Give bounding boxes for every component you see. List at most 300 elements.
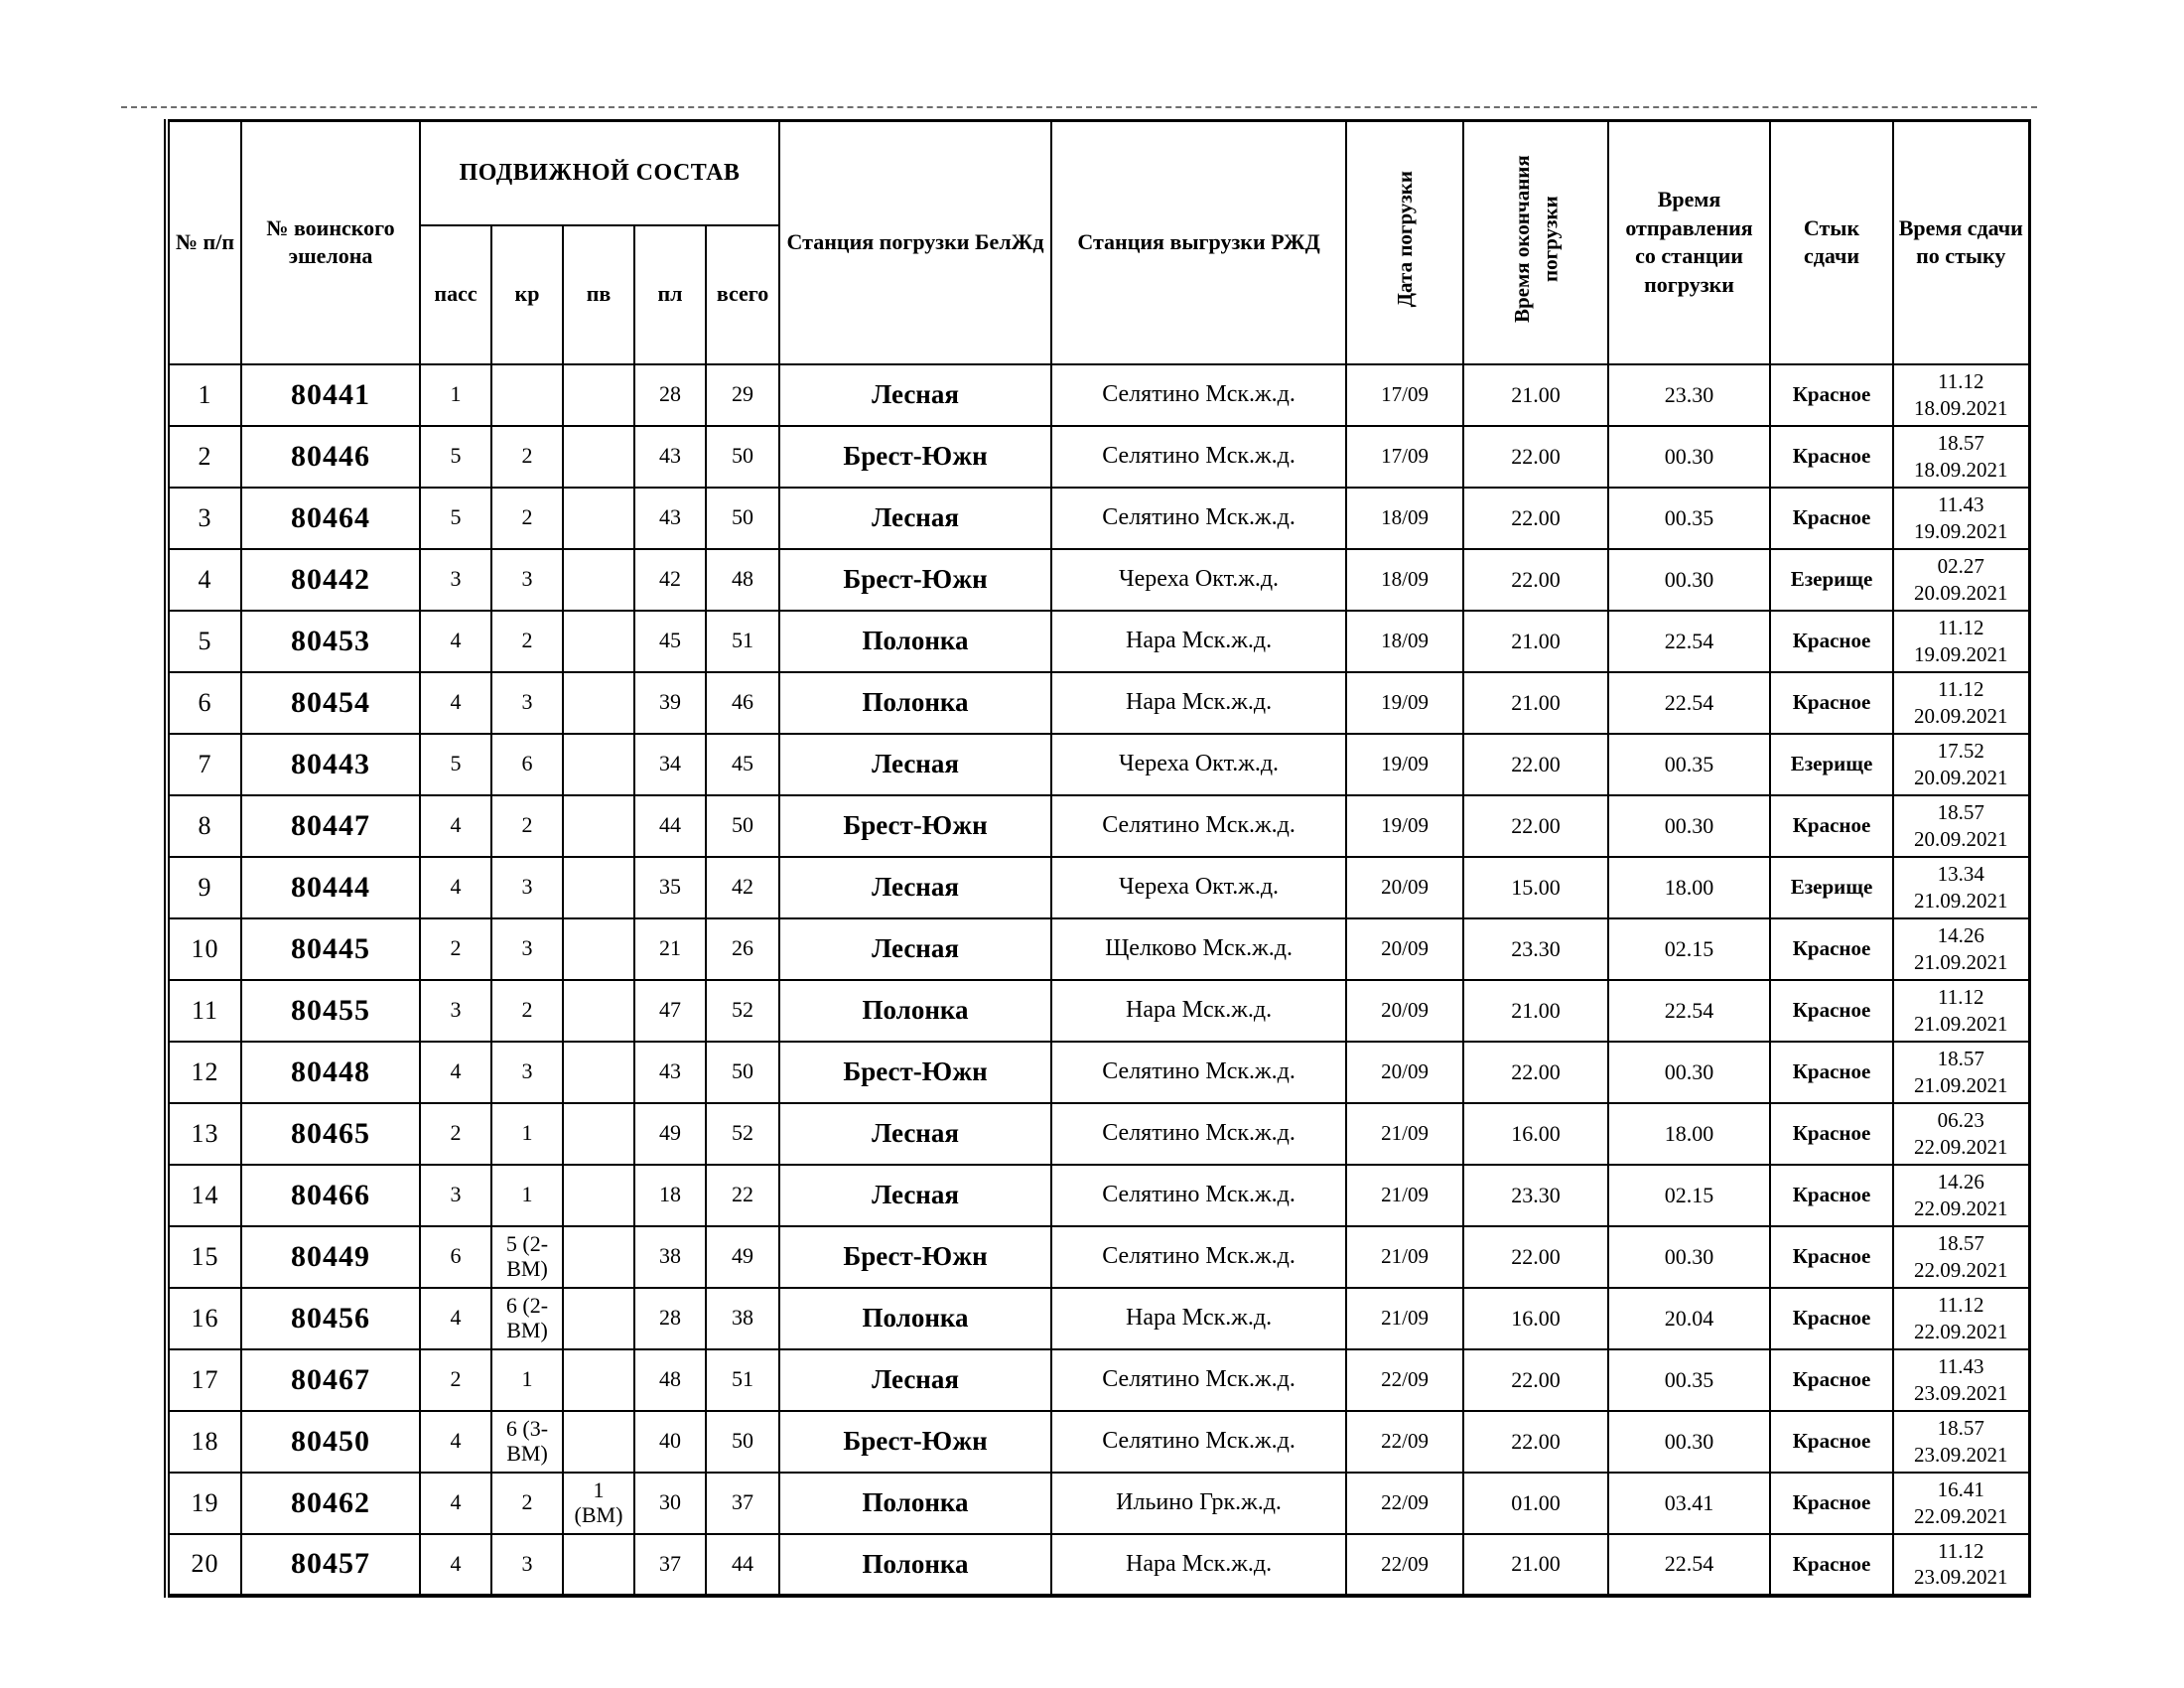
cell-handover (1893, 1103, 2029, 1165)
cell-total: 49 (706, 1226, 779, 1288)
cell-junction: Красное (1770, 1534, 1893, 1596)
cell-handover (1893, 426, 2029, 488)
cell-total: 50 (706, 795, 779, 857)
cell-load-station: Лесная (779, 918, 1051, 980)
cell-depart-time: 22.54 (1608, 611, 1770, 672)
cell-pass: 3 (420, 1165, 491, 1226)
cell-load-end-time: 22.00 (1463, 1226, 1608, 1288)
table-row (167, 488, 2029, 549)
handover-date-line: 22.09.2021 (1914, 1257, 2008, 1282)
handover-time-line: 18.57 (1937, 1416, 1984, 1441)
table-body (167, 364, 2029, 1596)
cell-unload-station: Селятино Мск.ж.д. (1051, 1226, 1346, 1288)
cell-load-end-time: 21.00 (1463, 611, 1608, 672)
cell-row-number: 13 (167, 1103, 241, 1165)
cell-handover (1893, 734, 2029, 795)
cell-load-date: 20/09 (1346, 857, 1463, 918)
handover-time-line: 14.26 (1937, 1170, 1984, 1195)
cell-handover (1893, 549, 2029, 611)
cell-handover (1893, 795, 2029, 857)
col-header-load-station: Станция погрузки БелЖд (779, 121, 1051, 364)
handover-time-line: 18.57 (1937, 431, 1984, 456)
cell-load-station: Брест-Южн (779, 1042, 1051, 1103)
cell-pl: 39 (634, 672, 706, 734)
handover-time-line: 11.12 (1938, 616, 1984, 640)
cell-depart-time: 22.54 (1608, 672, 1770, 734)
cell-depart-time: 00.30 (1608, 1042, 1770, 1103)
cell-kr: 1 (491, 1165, 563, 1226)
handover-time-line: 02.27 (1937, 554, 1984, 579)
cell-load-date: 21/09 (1346, 1226, 1463, 1288)
handover-date-line: 18.09.2021 (1914, 395, 2008, 420)
table-row (167, 734, 2029, 795)
cell-echelon-number: 80445 (241, 918, 420, 980)
cell-unload-station: Щелково Мск.ж.д. (1051, 918, 1346, 980)
cell-pv (563, 1165, 634, 1226)
col-header-rolling-stock: ПОДВИЖНОЙ СОСТАВ (420, 121, 779, 225)
cell-row-number: 12 (167, 1042, 241, 1103)
cell-depart-time: 00.30 (1608, 1411, 1770, 1473)
handover-date-line: 21.09.2021 (1914, 1011, 2008, 1036)
cell-pv (563, 488, 634, 549)
cell-handover (1893, 364, 2029, 426)
cell-pl: 43 (634, 426, 706, 488)
cell-load-station: Полонка (779, 1288, 1051, 1349)
cell-load-end-time: 22.00 (1463, 426, 1608, 488)
cell-total: 50 (706, 1411, 779, 1473)
cell-echelon-number: 80450 (241, 1411, 420, 1473)
cell-kr (491, 364, 563, 426)
cell-pv (563, 1042, 634, 1103)
table-row (167, 672, 2029, 734)
table-row (167, 1288, 2029, 1349)
cell-junction: Езерище (1770, 734, 1893, 795)
cell-echelon-number: 80446 (241, 426, 420, 488)
handover-time-line: 18.57 (1937, 800, 1984, 825)
cell-row-number: 4 (167, 549, 241, 611)
cell-load-end-time: 22.00 (1463, 488, 1608, 549)
cell-row-number: 18 (167, 1411, 241, 1473)
cell-junction: Езерище (1770, 857, 1893, 918)
cell-unload-station: Череха Окт.ж.д. (1051, 734, 1346, 795)
cell-kr: 3 (491, 1534, 563, 1596)
cell-depart-time: 22.54 (1608, 1534, 1770, 1596)
cell-handover (1893, 488, 2029, 549)
cell-kr: 2 (491, 1473, 563, 1534)
handover-time-line: 06.23 (1937, 1108, 1984, 1133)
cell-load-end-time: 16.00 (1463, 1103, 1608, 1165)
cell-load-station: Брест-Южн (779, 795, 1051, 857)
cell-row-number: 2 (167, 426, 241, 488)
handover-date-line: 21.09.2021 (1914, 949, 2008, 974)
cell-pv (563, 918, 634, 980)
handover-time-line: 11.12 (1938, 1293, 1984, 1318)
cell-load-date: 22/09 (1346, 1473, 1463, 1534)
cell-pass: 5 (420, 426, 491, 488)
col-header-vsego: всего (706, 225, 779, 364)
cell-unload-station: Нара Мск.ж.д. (1051, 1288, 1346, 1349)
cell-load-date: 20/09 (1346, 918, 1463, 980)
cell-total: 46 (706, 672, 779, 734)
cell-pl: 38 (634, 1226, 706, 1288)
cell-pv (563, 980, 634, 1042)
cell-total: 42 (706, 857, 779, 918)
col-header-echelon-number: № воинского эшелона (241, 121, 420, 364)
cell-unload-station: Селятино Мск.ж.д. (1051, 488, 1346, 549)
cell-kr: 2 (491, 980, 563, 1042)
cell-load-station: Лесная (779, 734, 1051, 795)
cell-load-end-time: 23.30 (1463, 1165, 1608, 1226)
cell-load-end-time: 01.00 (1463, 1473, 1608, 1534)
cell-junction: Красное (1770, 672, 1893, 734)
handover-date-line: 21.09.2021 (1914, 1072, 2008, 1097)
cell-row-number: 1 (167, 364, 241, 426)
cell-load-station: Полонка (779, 1534, 1051, 1596)
cell-kr: 2 (491, 426, 563, 488)
cell-load-end-time: 22.00 (1463, 1411, 1608, 1473)
cell-load-date: 17/09 (1346, 364, 1463, 426)
col-header-depart-time: Время отправления со станции погрузки (1608, 121, 1770, 364)
handover-date-line: 18.09.2021 (1914, 457, 2008, 482)
cell-unload-station: Череха Окт.ж.д. (1051, 549, 1346, 611)
cell-load-date: 21/09 (1346, 1103, 1463, 1165)
cell-row-number: 6 (167, 672, 241, 734)
cell-echelon-number: 80444 (241, 857, 420, 918)
cell-echelon-number: 80467 (241, 1349, 420, 1411)
cell-row-number: 3 (167, 488, 241, 549)
cell-junction: Красное (1770, 980, 1893, 1042)
cell-pass: 2 (420, 918, 491, 980)
cell-echelon-number: 80442 (241, 549, 420, 611)
handover-time-line: 16.41 (1937, 1477, 1984, 1502)
cell-depart-time: 22.54 (1608, 980, 1770, 1042)
cell-total: 37 (706, 1473, 779, 1534)
cell-load-date: 17/09 (1346, 426, 1463, 488)
cell-total: 38 (706, 1288, 779, 1349)
handover-date-line: 22.09.2021 (1914, 1196, 2008, 1220)
cell-depart-time: 18.00 (1608, 857, 1770, 918)
cell-kr: 3 (491, 1042, 563, 1103)
cell-pl: 28 (634, 1288, 706, 1349)
page-border-dashed-line (121, 106, 2037, 108)
cell-pl: 35 (634, 857, 706, 918)
cell-kr: 1 (491, 1349, 563, 1411)
cell-pass: 1 (420, 364, 491, 426)
cell-pass: 4 (420, 1288, 491, 1349)
cell-junction: Красное (1770, 364, 1893, 426)
cell-handover (1893, 1042, 2029, 1103)
cell-load-end-time: 21.00 (1463, 672, 1608, 734)
cell-unload-station: Нара Мск.ж.д. (1051, 611, 1346, 672)
cell-load-station: Брест-Южн (779, 426, 1051, 488)
cell-load-station: Полонка (779, 672, 1051, 734)
table-row (167, 980, 2029, 1042)
cell-load-station: Полонка (779, 1473, 1051, 1534)
cell-pv (563, 1288, 634, 1349)
table-row (167, 1103, 2029, 1165)
load-end-vertical-label: Время окончания погрузки (1509, 155, 1563, 323)
cell-pl: 34 (634, 734, 706, 795)
cell-handover (1893, 1349, 2029, 1411)
col-header-handover-time: Время сдачи по стыку (1893, 121, 2029, 364)
cell-pv (563, 364, 634, 426)
cell-pass: 4 (420, 1042, 491, 1103)
cell-pass: 3 (420, 549, 491, 611)
cell-load-station: Брест-Южн (779, 549, 1051, 611)
cell-echelon-number: 80456 (241, 1288, 420, 1349)
cell-load-station: Лесная (779, 1165, 1051, 1226)
cell-pl: 21 (634, 918, 706, 980)
cell-load-date: 22/09 (1346, 1534, 1463, 1596)
handover-date-line: 21.09.2021 (1914, 888, 2008, 913)
cell-pv (563, 1349, 634, 1411)
cell-depart-time: 00.30 (1608, 795, 1770, 857)
table-row (167, 857, 2029, 918)
cell-pv (563, 1534, 634, 1596)
cell-pv (563, 734, 634, 795)
cell-depart-time: 02.15 (1608, 918, 1770, 980)
cell-load-date: 20/09 (1346, 1042, 1463, 1103)
cell-total: 51 (706, 611, 779, 672)
cell-handover (1893, 611, 2029, 672)
cell-kr: 6 (491, 734, 563, 795)
handover-date-line: 20.09.2021 (1914, 826, 2008, 851)
cell-row-number: 8 (167, 795, 241, 857)
cell-echelon-number: 80454 (241, 672, 420, 734)
table-row (167, 918, 2029, 980)
cell-row-number: 20 (167, 1534, 241, 1596)
cell-total: 52 (706, 980, 779, 1042)
cell-kr: 6 (3-ВМ) (491, 1411, 563, 1473)
cell-total: 50 (706, 426, 779, 488)
cell-unload-station: Селятино Мск.ж.д. (1051, 1103, 1346, 1165)
cell-pl: 30 (634, 1473, 706, 1534)
cell-load-date: 18/09 (1346, 611, 1463, 672)
handover-date-line: 23.09.2021 (1914, 1380, 2008, 1405)
cell-pl: 40 (634, 1411, 706, 1473)
table-row (167, 364, 2029, 426)
cell-handover (1893, 1226, 2029, 1288)
cell-total: 50 (706, 488, 779, 549)
cell-pass: 3 (420, 980, 491, 1042)
cell-pv (563, 795, 634, 857)
cell-echelon-number: 80449 (241, 1226, 420, 1288)
cell-pl: 45 (634, 611, 706, 672)
handover-date-line: 20.09.2021 (1914, 580, 2008, 605)
cell-pass: 2 (420, 1103, 491, 1165)
col-header-pass: пасс (420, 225, 491, 364)
cell-load-station: Полонка (779, 611, 1051, 672)
cell-unload-station: Нара Мск.ж.д. (1051, 980, 1346, 1042)
cell-pv (563, 1103, 634, 1165)
cell-row-number: 14 (167, 1165, 241, 1226)
cell-pv (563, 611, 634, 672)
cell-pv (563, 1226, 634, 1288)
cell-unload-station: Селятино Мск.ж.д. (1051, 1411, 1346, 1473)
cell-total: 48 (706, 549, 779, 611)
cell-pass: 4 (420, 1411, 491, 1473)
cell-load-end-time: 23.30 (1463, 918, 1608, 980)
cell-echelon-number: 80465 (241, 1103, 420, 1165)
cell-pl: 18 (634, 1165, 706, 1226)
cell-pl: 47 (634, 980, 706, 1042)
handover-date-line: 23.09.2021 (1914, 1442, 2008, 1467)
handover-date-line: 19.09.2021 (1914, 518, 2008, 543)
cell-total: 52 (706, 1103, 779, 1165)
cell-echelon-number: 80462 (241, 1473, 420, 1534)
cell-pl: 28 (634, 364, 706, 426)
cell-row-number: 17 (167, 1349, 241, 1411)
col-header-row-number: № п/п (167, 121, 241, 364)
handover-date-line: 19.09.2021 (1914, 641, 2008, 666)
cell-handover (1893, 1534, 2029, 1596)
handover-time-line: 14.26 (1937, 923, 1984, 948)
col-header-load-end-time (1463, 121, 1608, 364)
cell-load-end-time: 22.00 (1463, 1349, 1608, 1411)
handover-date-line: 20.09.2021 (1914, 703, 2008, 728)
cell-echelon-number: 80453 (241, 611, 420, 672)
cell-depart-time: 00.30 (1608, 426, 1770, 488)
cell-load-station: Лесная (779, 488, 1051, 549)
handover-date-line: 22.09.2021 (1914, 1134, 2008, 1159)
cell-pl: 42 (634, 549, 706, 611)
cell-load-station: Лесная (779, 857, 1051, 918)
table-row (167, 426, 2029, 488)
cell-pv (563, 672, 634, 734)
table-row (167, 1349, 2029, 1411)
cell-load-station: Полонка (779, 980, 1051, 1042)
cell-kr: 3 (491, 918, 563, 980)
cell-pv (563, 549, 634, 611)
cell-load-date: 19/09 (1346, 672, 1463, 734)
cell-total: 44 (706, 1534, 779, 1596)
table-row (167, 1473, 2029, 1534)
load-date-vertical-label: Дата погрузки (1392, 170, 1417, 308)
cell-junction: Красное (1770, 1165, 1893, 1226)
cell-depart-time: 02.15 (1608, 1165, 1770, 1226)
cell-load-station: Брест-Южн (779, 1411, 1051, 1473)
cell-handover (1893, 918, 2029, 980)
military-echelon-schedule-table (164, 119, 2031, 1598)
cell-pass: 5 (420, 734, 491, 795)
cell-unload-station: Череха Окт.ж.д. (1051, 857, 1346, 918)
cell-unload-station: Селятино Мск.ж.д. (1051, 426, 1346, 488)
col-header-junction: Стык сдачи (1770, 121, 1893, 364)
cell-kr: 3 (491, 857, 563, 918)
cell-depart-time: 18.00 (1608, 1103, 1770, 1165)
cell-junction: Красное (1770, 1226, 1893, 1288)
cell-echelon-number: 80441 (241, 364, 420, 426)
cell-junction: Красное (1770, 1042, 1893, 1103)
handover-date-line: 22.09.2021 (1914, 1503, 2008, 1528)
cell-load-end-time: 21.00 (1463, 364, 1608, 426)
cell-pass: 4 (420, 1534, 491, 1596)
cell-row-number: 7 (167, 734, 241, 795)
cell-load-end-time: 21.00 (1463, 1534, 1608, 1596)
table-row (167, 611, 2029, 672)
cell-kr: 3 (491, 549, 563, 611)
cell-echelon-number: 80457 (241, 1534, 420, 1596)
table-row (167, 1042, 2029, 1103)
cell-kr: 2 (491, 488, 563, 549)
cell-depart-time: 00.30 (1608, 549, 1770, 611)
cell-junction: Красное (1770, 795, 1893, 857)
cell-junction: Красное (1770, 488, 1893, 549)
cell-pass: 4 (420, 672, 491, 734)
handover-date-line: 23.09.2021 (1914, 1565, 2008, 1589)
cell-echelon-number: 80466 (241, 1165, 420, 1226)
col-header-pv: пв (563, 225, 634, 364)
cell-depart-time: 00.30 (1608, 1226, 1770, 1288)
cell-junction: Езерище (1770, 549, 1893, 611)
cell-pv (563, 1411, 634, 1473)
cell-unload-station: Селятино Мск.ж.д. (1051, 1349, 1346, 1411)
cell-handover (1893, 980, 2029, 1042)
cell-pass: 4 (420, 857, 491, 918)
table-row (167, 1165, 2029, 1226)
handover-time-line: 11.43 (1938, 1354, 1984, 1379)
cell-unload-station: Селятино Мск.ж.д. (1051, 1165, 1346, 1226)
cell-junction: Красное (1770, 918, 1893, 980)
cell-unload-station: Селятино Мск.ж.д. (1051, 364, 1346, 426)
table-row (167, 1534, 2029, 1596)
cell-echelon-number: 80455 (241, 980, 420, 1042)
handover-date-line: 20.09.2021 (1914, 765, 2008, 789)
cell-pv (563, 426, 634, 488)
cell-kr: 1 (491, 1103, 563, 1165)
handover-time-line: 11.12 (1938, 677, 1984, 702)
cell-depart-time: 00.35 (1608, 1349, 1770, 1411)
cell-unload-station: Нара Мск.ж.д. (1051, 1534, 1346, 1596)
cell-depart-time: 03.41 (1608, 1473, 1770, 1534)
cell-load-date: 22/09 (1346, 1411, 1463, 1473)
col-header-load-date (1346, 121, 1463, 364)
table-row (167, 1226, 2029, 1288)
cell-load-date: 19/09 (1346, 734, 1463, 795)
cell-junction: Красное (1770, 1288, 1893, 1349)
cell-junction: Красное (1770, 1411, 1893, 1473)
cell-echelon-number: 80464 (241, 488, 420, 549)
table-row (167, 549, 2029, 611)
col-header-pl: пл (634, 225, 706, 364)
handover-date-line: 22.09.2021 (1914, 1319, 2008, 1343)
cell-echelon-number: 80447 (241, 795, 420, 857)
table-row (167, 1411, 2029, 1473)
cell-junction: Красное (1770, 1103, 1893, 1165)
cell-load-date: 19/09 (1346, 795, 1463, 857)
cell-handover (1893, 1411, 2029, 1473)
col-header-unload-station: Станция выгрузки РЖД (1051, 121, 1346, 364)
cell-kr: 2 (491, 611, 563, 672)
cell-pl: 44 (634, 795, 706, 857)
handover-time-line: 11.12 (1938, 369, 1984, 394)
cell-pl: 48 (634, 1349, 706, 1411)
cell-pass: 4 (420, 611, 491, 672)
handover-time-line: 18.57 (1937, 1231, 1984, 1256)
cell-depart-time: 00.35 (1608, 488, 1770, 549)
cell-pl: 43 (634, 1042, 706, 1103)
cell-pl: 37 (634, 1534, 706, 1596)
cell-pv (563, 857, 634, 918)
cell-total: 50 (706, 1042, 779, 1103)
cell-pass: 5 (420, 488, 491, 549)
cell-total: 26 (706, 918, 779, 980)
cell-echelon-number: 80443 (241, 734, 420, 795)
table-row (167, 795, 2029, 857)
cell-depart-time: 00.35 (1608, 734, 1770, 795)
cell-row-number: 11 (167, 980, 241, 1042)
cell-row-number: 10 (167, 918, 241, 980)
